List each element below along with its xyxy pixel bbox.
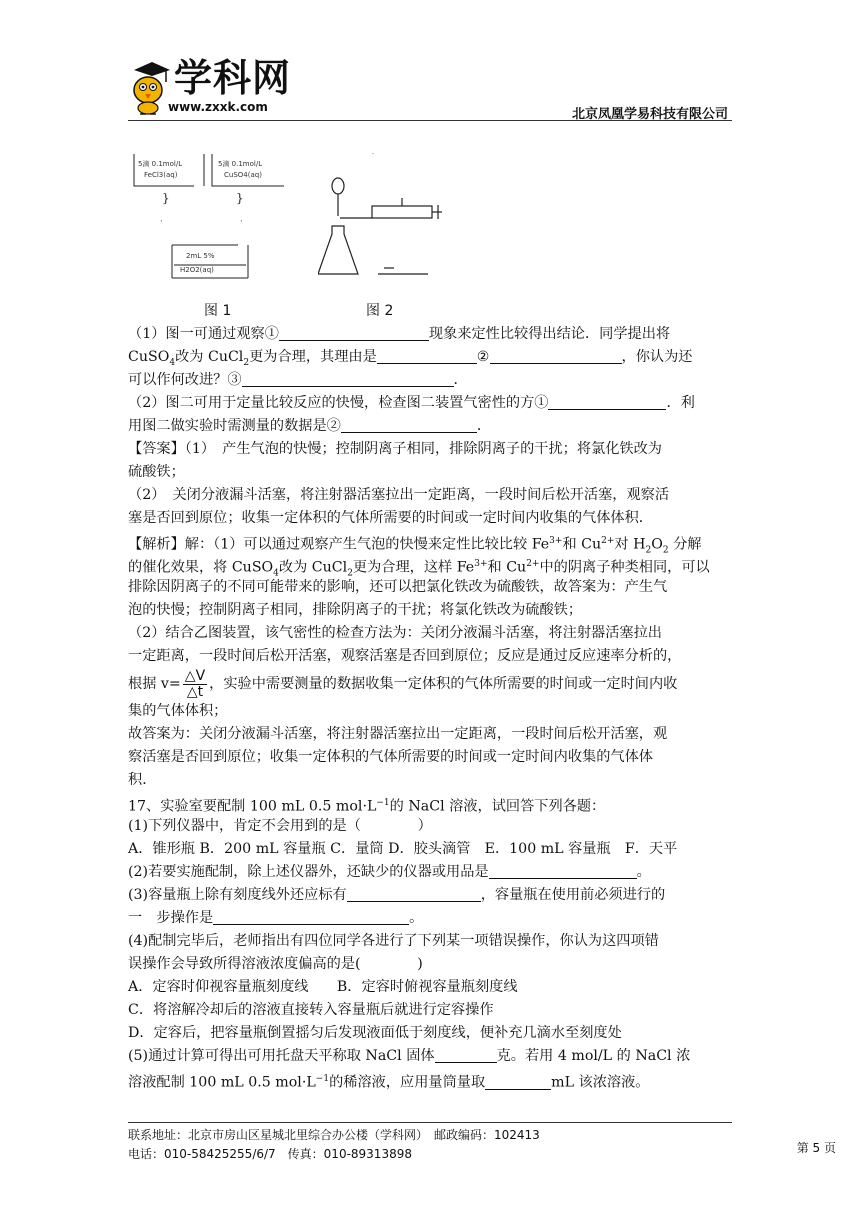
- text-line: 集的气体体积；: [128, 703, 228, 719]
- answer-heading-line: 【答案】（1） 产生气泡的快慢；控制阴离子相同，排除阴离子的干扰；将氯化铁改为: [128, 441, 662, 457]
- text-line: 误操作会导致所得溶液浓度偏高的是( ): [128, 956, 423, 972]
- text-line: （2）图二可用于定量比较反应的快慢，检查图二装置气密性的方① ．利: [128, 395, 695, 411]
- page-footer: [128, 1126, 732, 1164]
- analysis-line: 【解析】解：（1）可以通过观察产生气泡的快慢来定性比较比较 $Fe^{3+}$和 $Cu^{2+}$对 $H_2O_2$ 分解: [128, 536, 702, 556]
- logo-url: www.zxxk.com: [168, 100, 268, 114]
- text-line: 一 步操作是 。: [128, 910, 424, 926]
- question-body: [128, 323, 732, 1091]
- svg-text:}: }: [162, 191, 170, 205]
- answer-blank[interactable]: [485, 1073, 551, 1090]
- footer-address: 联系地址：北京市房山区星城北里综合办公楼（学科网） 邮政编码：102413: [128, 1128, 540, 1142]
- footer-rule: [128, 1122, 732, 1123]
- text-line: 用图二做实验时需测量的数据是② ．: [128, 418, 492, 434]
- option-line: A．定容时仰视容量瓶刻度线 B．定容时俯视容量瓶刻度线: [128, 979, 518, 995]
- svg-text:·: ·: [160, 217, 163, 226]
- text-line: (1)下列仪器中，肯定不会用到的是（ ）: [128, 818, 432, 834]
- answer-blank[interactable]: [242, 370, 454, 387]
- header-rule: [128, 120, 732, 121]
- text-line: 排除因阴离子的不同可能带来的影响，还可以把氯化铁改为硫酸铁，故答案为：产生气: [128, 579, 668, 595]
- text-line: (3)容量瓶上除有刻度线外还应标有 ，容量瓶在使用前必须进行的: [128, 887, 666, 903]
- option-line: C．将溶解冷却后的溶液直接转入容量瓶后就进行定容操作: [128, 1002, 494, 1018]
- formula-line: 根据 v= $\frac{\triangle V}{\triangle t}$ ，实验中需要测量的数据收集一定体积的气体所需要的时间或一定时间内收: [128, 667, 678, 700]
- question-17-title: 17、实验室要配制 100 mL 0.5 $mol\cdot L^{-1}$的 NaCl 溶液，试回答下列各题：: [128, 798, 606, 815]
- footer-contact: 电话：010-58425255/6/7 传真：010-89313898: [128, 1147, 412, 1161]
- svg-text:·: ·: [372, 151, 374, 158]
- text-line: （2）结合乙图装置，该气密性的检查方法为：关闭分液漏斗活塞，将注射器活塞拉出: [128, 625, 662, 641]
- logo-text: 学科网: [174, 56, 292, 100]
- answer-blank[interactable]: [347, 885, 481, 902]
- svg-text:5滴 0.1mol/L: 5滴 0.1mol/L: [218, 160, 263, 168]
- figure-1-caption: 图 1: [204, 303, 232, 319]
- text-line: 故答案为：关闭分液漏斗活塞，将注射器活塞拉出一定距离，一段时间后松开活塞，观: [128, 726, 668, 742]
- page-number: 第 5 页: [796, 1141, 836, 1155]
- svg-text:}: }: [236, 191, 244, 205]
- option-line: D．定容后，把容量瓶倒置摇匀后发现液面低于刻度线，便补充几滴水至刻度处: [128, 1025, 622, 1041]
- text-line: 泡的快慢；控制阴离子相同，排除阴离子的干扰；将氯化铁改为硫酸铁；: [128, 602, 583, 618]
- text-line: 积．: [128, 772, 157, 788]
- answer-blank[interactable]: [377, 347, 477, 364]
- text-line: 塞是否回到原位；收集一定体积的气体所需要的时间或一定时间内收集的气体体积．: [128, 510, 653, 526]
- text-line: (2)若要实施配制，除上述仪器外，还缺少的仪器或用品是 。: [128, 864, 651, 880]
- answer-blank[interactable]: [435, 1046, 497, 1063]
- text-line: (5)通过计算可得出可用托盘天平称取 NaCl 固体 克。若用 4 mol/L 的 NaCl 浓: [128, 1048, 691, 1064]
- text-line: A．锥形瓶 B．200 mL 容量瓶 C．量筒 D．胶头滴管 E．100 mL 容量瓶 F．天平: [128, 841, 678, 857]
- svg-text:H2O2(aq): H2O2(aq): [180, 266, 214, 274]
- figure-2-apparatus: [318, 150, 448, 290]
- text-line: CuSO$_4$改为 CuCl$_2$更为合理，其理由是 ② ，你认为还: [128, 349, 693, 368]
- svg-text:·: ·: [240, 217, 243, 226]
- company-name: 北京凤凰学易科技有限公司: [571, 107, 728, 122]
- mascot-logo-icon: [128, 58, 172, 116]
- text-line: 硫酸铁；: [128, 464, 185, 480]
- text-line: （2） 关闭分液漏斗活塞，将注射器活塞拉出一定距离，一段时间后松开活塞，观察活: [128, 487, 670, 503]
- text-line: 的催化效果，将 CuSO$_4$改为 CuCl$_2$更为合理，这样 $Fe^{3+}$和 $Cu^{2+}$中的阴离子种类相同，可以: [128, 559, 710, 579]
- text-line: 一定距离，一段时间后松开活塞，观察活塞是否回到原位；反应是通过反应速率分析的，: [128, 648, 682, 664]
- answer-blank[interactable]: [213, 908, 409, 925]
- text-line: (4)配制完毕后，老师指出有四位同学各进行了下列某一项错误操作，你认为这四项错: [128, 933, 659, 949]
- text-line: 察活塞是否回到原位；收集一定体积的气体所需要的时间或一定时间内收集的气体体: [128, 749, 653, 765]
- figure-2-caption: 图 2: [366, 303, 394, 319]
- answer-blank[interactable]: [490, 347, 622, 364]
- page-header: [128, 56, 732, 122]
- rate-fraction: $\frac{\triangle V}{\triangle t}$: [184, 667, 206, 700]
- answer-blank[interactable]: [279, 324, 429, 341]
- svg-text:CuSO4(aq): CuSO4(aq): [224, 171, 262, 179]
- text-line: （1）图一可通过观察① 现象来定性比较得出结论．同学提出将: [128, 326, 671, 342]
- svg-text:5滴 0.1mol/L: 5滴 0.1mol/L: [138, 160, 183, 168]
- svg-text:FeCl3(aq): FeCl3(aq): [144, 171, 178, 179]
- answer-blank[interactable]: [341, 416, 477, 433]
- answer-blank[interactable]: [489, 862, 637, 879]
- answer-blank[interactable]: [548, 393, 666, 410]
- svg-text:2mL 5%: 2mL 5%: [186, 252, 215, 260]
- figure-1-apparatus: [128, 150, 288, 290]
- text-line: 可以作何改进？③ ．: [128, 372, 468, 388]
- text-line: 溶液配制 100 mL 0.5 $mol\cdot L^{-1}$的稀溶液，应用量筒量取 mL 该浓溶液。: [128, 1074, 650, 1091]
